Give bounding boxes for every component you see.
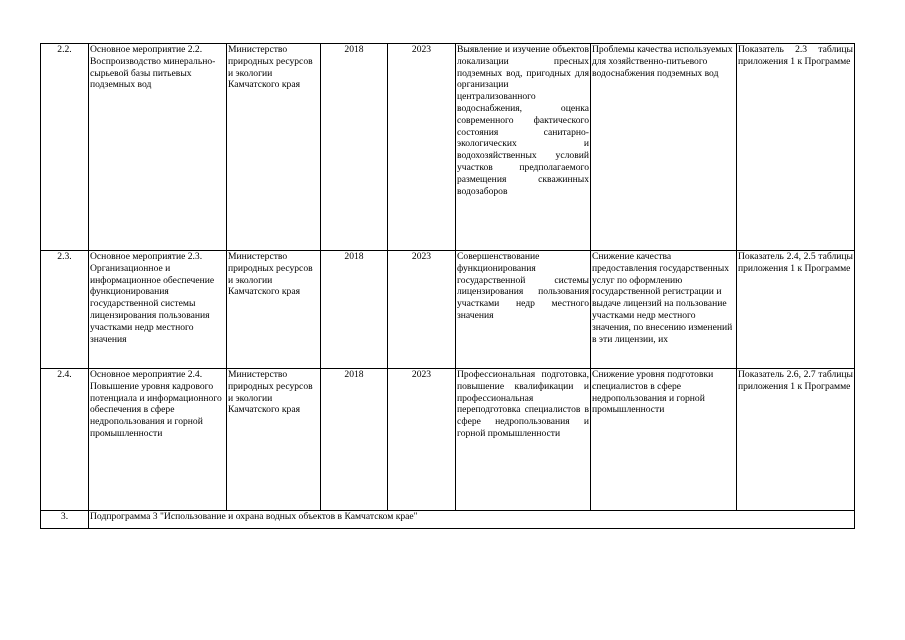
event-name: Основное мероприятие 2.2. Воспроизводство минерально-сырьевой базы питьевых подземных вод (89, 44, 227, 251)
expected-result: Совершенствование функционирования государственной системы лицензирования пользования участками недр местного значения (456, 251, 591, 369)
indicator-link: Показатель 2.4, 2.5 таблицы приложения 1 к Программе (737, 251, 855, 369)
consequences (591, 251, 737, 369)
consequences: Проблемы качества используемых для хозяйственно-питьевого водоснабжения подземных вод (591, 44, 737, 251)
event-name-text: Основное мероприятие 2.3. Организационное и информационное обеспечение функционирования государственной системы лицензирования пользования участками недр местного значения (90, 251, 215, 345)
end-year: 2023 (388, 251, 456, 369)
program-events-table (40, 43, 855, 529)
row-number: 2.4. (41, 369, 89, 511)
consequences: Снижение уровня подготовки специалистов в сфере недропользования и горной промышленности (591, 369, 737, 511)
consequences-text: Снижение качества предоставления государственных услуг по оформлению государственной регистрации и выдаче лицензий на пользование участками недр местного значения, по внесению изменений в эти лицензии, их (592, 251, 733, 345)
end-year: 2023 (388, 44, 456, 251)
executor: Министерство природных ресурсов и экологии Камчатского края (227, 369, 321, 511)
row-number: 2.2. (41, 44, 89, 251)
row-number: 3. (41, 511, 89, 529)
table-row (41, 369, 855, 511)
start-year: 2018 (321, 369, 388, 511)
expected-result: Профессиональная подготовка, повышение квалификации и профессиональная переподготовка специалистов в сфере недропользования и горной промышленности (456, 369, 591, 511)
expected-result: Выявление и изучение объектов локализации пресных подземных вод, пригодных для организации централизованного водоснабжения, оценка современного фактического состояния санитарно-экологических и водохозяйственных условий участков предполагаемого размещения скважинных водозаборов (456, 44, 591, 251)
start-year: 2018 (321, 251, 388, 369)
table-row (41, 44, 855, 251)
subprogram-row (41, 511, 855, 529)
row-number: 2.3. (41, 251, 89, 369)
indicator-link: Показатель 2.6, 2.7 таблицы приложения 1 к Программе (737, 369, 855, 511)
subprogram-title: Подпрограмма 3 "Использование и охрана водных объектов в Камчатском крае" (89, 511, 855, 529)
event-name: Основное мероприятие 2.4. Повышение уровня кадрового потенциала и информационного обеспечения в сфере недропользования и горной промышленности (89, 369, 227, 511)
end-year: 2023 (388, 369, 456, 511)
start-year: 2018 (321, 44, 388, 251)
event-name (89, 251, 227, 369)
executor: Министерство природных ресурсов и экологии Камчатского края (227, 251, 321, 369)
indicator-link: Показатель 2.3 таблицы приложения 1 к Программе (737, 44, 855, 251)
table-row (41, 251, 855, 369)
executor: Министерство природных ресурсов и экологии Камчатского края (227, 44, 321, 251)
